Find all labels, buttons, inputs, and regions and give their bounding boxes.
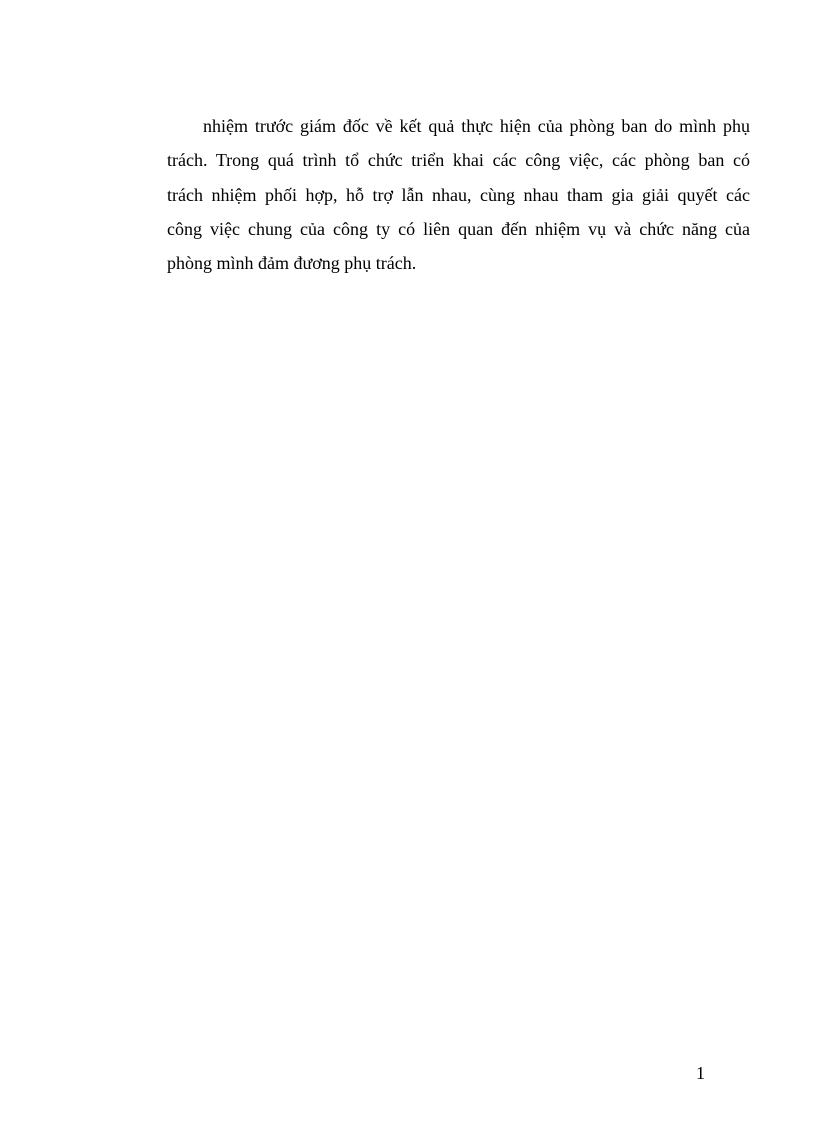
paragraph-line-3: trách nhiệm phối hợp, hỗ trợ lẫn nhau, cùng nhau tham gia giải quyết các: [167, 184, 750, 205]
body-paragraph: [167, 109, 750, 280]
paragraph-line-5: phòng mình đảm đương phụ trách.: [167, 253, 417, 274]
page-number: 1: [696, 1063, 705, 1083]
paragraph-line-2: trách. Trong quá trình tổ chức triển khai các công việc, các phòng ban có: [167, 150, 750, 171]
paragraph-line-4: công việc chung của công ty có liên quan đến nhiệm vụ và chức năng của: [167, 218, 750, 239]
paragraph-line-1: nhiệm trước giám đốc về kết quả thực hiện của phòng ban do mình phụ: [203, 116, 750, 136]
